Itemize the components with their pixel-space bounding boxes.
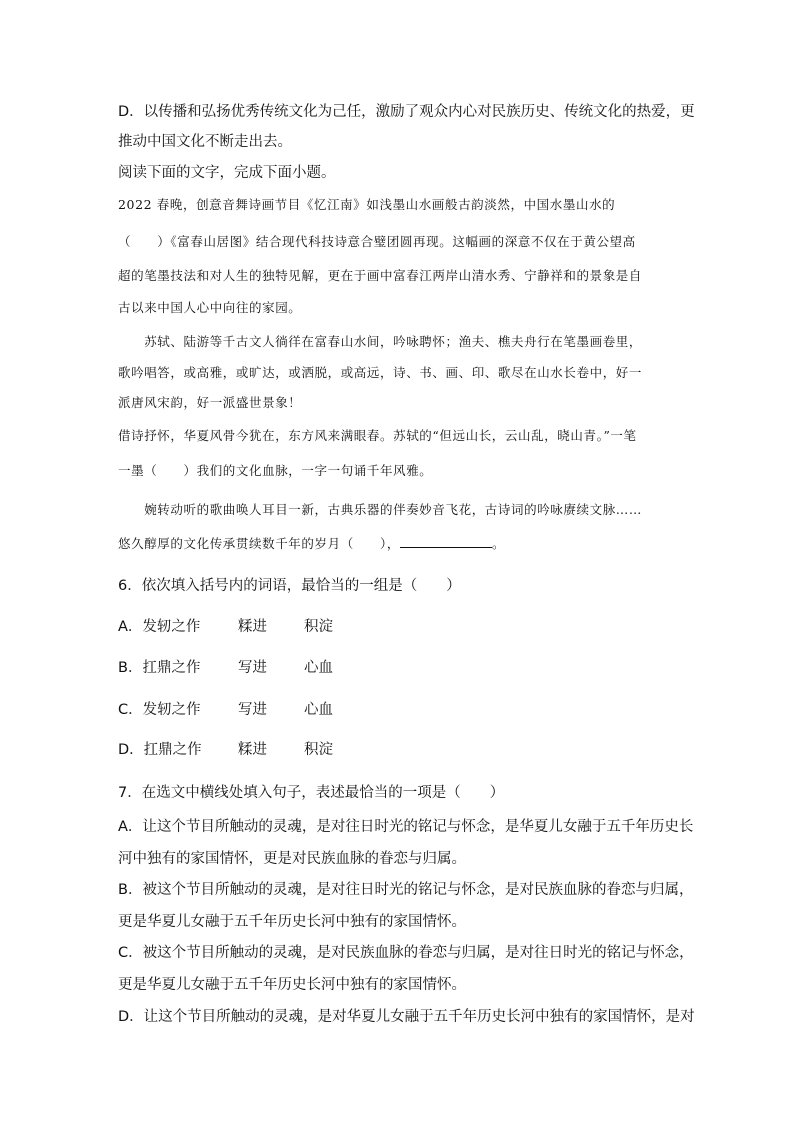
- passage-line: 2022 春晚，创意音舞诗画节目《忆江南》如浅墨山水画般古韵淡然，中国水墨山水的: [118, 197, 616, 212]
- passage-line: 超的笔墨技法和对人生的独特见解，更在于画中富春江两岸山清水秀、宁静祥和的景象是自: [118, 268, 643, 283]
- passage-line: 借诗抒怀，华夏风骨今犹在，东方风来满眼春。苏轼的“但远山长，云山乱，晓山青。”一笔: [118, 428, 637, 443]
- option-word: 积淀: [304, 619, 333, 635]
- passage-line: 派唐风宋韵，好一派盛世景象！: [118, 395, 302, 410]
- option-word: 糅进: [238, 619, 267, 635]
- option-label: B．扛鼎之作: [118, 660, 201, 676]
- option-word: 心血: [304, 660, 333, 676]
- question-6-stem: 6．依次填入括号内的词语，最恰当的一组是（ ）: [118, 578, 461, 594]
- question-6-option-c: [118, 700, 333, 720]
- question-7-line: A．让这个节目所触动的灵魂，是对往日时光的铭记与怀念，是华夏儿女融于五千年历史长: [118, 819, 694, 835]
- prev-option-d-line-1: D．以传播和弘扬优秀传统文化为己任，激励了观众内心对民族历史、传统文化的热爱，更: [118, 104, 695, 120]
- option-label: A．发轫之作: [118, 619, 201, 635]
- passage-line: 一墨（ ）我们的文化血脉，一字一句诵千年风雅。: [118, 463, 433, 478]
- question-7-line: 河中独有的家国情怀，更是对民族血脉的眷恋与归属。: [118, 851, 466, 867]
- question-6-option-d: [118, 740, 333, 760]
- option-label: D．扛鼎之作: [118, 742, 202, 758]
- question-7-stem: 7．在选文中横线处填入句子，表述最恰当的一项是（ ）: [118, 785, 505, 801]
- question-7-line: D．让这个节目所触动的灵魂，是对华夏儿女融于五千年历史长河中独有的家国情怀，是对: [118, 1009, 695, 1025]
- question-7-line: 更是华夏儿女融于五千年历史长河中独有的家国情怀。: [118, 914, 466, 930]
- passage-line: （ ）《富春山居图》结合现代科技诗意合璧团圆再现。这幅画的深意不仅在于黄公望高: [118, 234, 636, 249]
- option-word: 写进: [238, 660, 267, 676]
- question-7-line: 更是华夏儿女融于五千年历史长河中独有的家国情怀。: [118, 977, 466, 993]
- option-word: 积淀: [304, 742, 333, 758]
- prev-option-d-line-2: 推动中国文化不断走出去。: [118, 134, 292, 150]
- option-word: 糅进: [238, 742, 267, 758]
- passage-line: 歌吟唱答，或高雅，或旷达，或洒脱，或高远，诗、书、画、印、歌尽在山水长卷中，好一: [118, 365, 643, 380]
- option-word: 写进: [238, 702, 267, 718]
- question-7-line: B．被这个节目所触动的灵魂，是对往日时光的铭记与怀念，是对民族血脉的眷恋与归属，: [118, 882, 694, 898]
- passage-line: 古以来中国人心中向往的家园。: [118, 300, 302, 315]
- answer-blank: [400, 535, 492, 548]
- question-7-line: C．被这个节目所触动的灵魂，是对民族血脉的眷恋与归属，是对往日时光的铭记与怀念，: [118, 945, 694, 961]
- passage-line: 苏轼、陆游等千古文人徜徉在富春山水间，吟咏聘怀；渔夫、樵夫舟行在笔墨画卷里，: [118, 334, 643, 349]
- passage-last-line: [118, 534, 505, 554]
- option-word: 心血: [304, 702, 333, 718]
- option-label: C．发轫之作: [118, 702, 201, 718]
- reading-instruction: 阅读下面的文字，完成下面小题。: [118, 165, 336, 181]
- passage-line-end: 。: [491, 536, 506, 551]
- passage-line: 婉转动听的歌曲唤人耳目一新，古典乐器的伴奏妙音飞花，古诗词的吟咏赓续文脉……: [118, 502, 643, 517]
- passage-line: 悠久醇厚的文化传承贯续数千年的岁月（ ），: [118, 536, 400, 551]
- question-6-option-b: [118, 658, 333, 678]
- question-6-option-a: [118, 617, 333, 637]
